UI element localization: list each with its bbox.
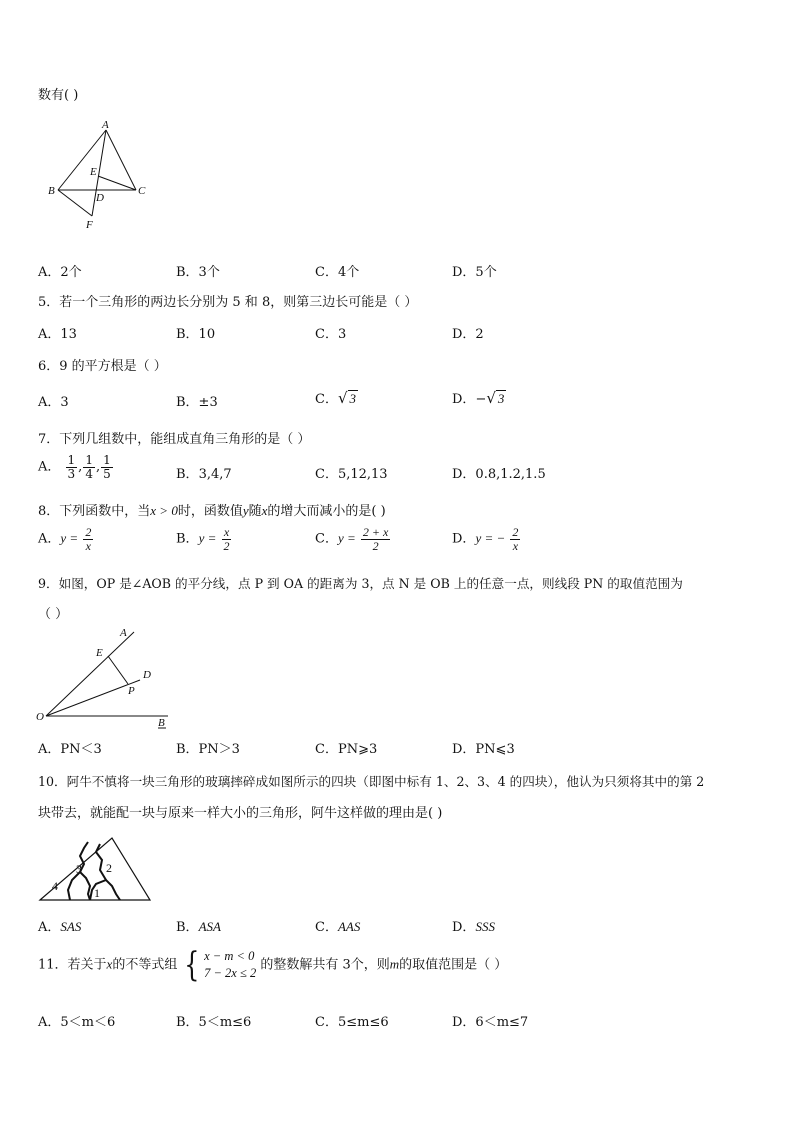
- q10-option-a: [38, 916, 81, 935]
- q9-option-c: C．PN⩾3: [315, 742, 378, 757]
- q11-stem: [38, 945, 508, 985]
- q11-option-a: A．5＜m＜6: [38, 1015, 116, 1030]
- q10-option-c-label: C．: [315, 920, 338, 935]
- q8-option-c-lhs: y =: [337, 530, 356, 546]
- denominator: 2: [372, 538, 379, 553]
- q6-option-a: A．3: [38, 395, 69, 410]
- denominator: 2: [223, 538, 230, 553]
- sqrt-symbol: √: [337, 389, 348, 407]
- q10-option-a-label: A．: [38, 920, 61, 935]
- q8-option-a: [38, 526, 94, 552]
- q9-option-a: A．PN＜3: [38, 742, 102, 757]
- q10-option-d-label: D．: [452, 920, 476, 935]
- q4-label-d: D: [96, 192, 104, 204]
- q8-option-b-lhs: y =: [198, 530, 217, 546]
- q8-option-d-label: D．: [452, 531, 476, 547]
- q10-option-c-value: AAS: [337, 919, 361, 934]
- q4-label-e: E: [90, 166, 97, 178]
- q8-condition: x > 0: [150, 503, 178, 518]
- q4-label-f: F: [86, 219, 93, 231]
- q9-stem-paren: （ ）: [38, 607, 69, 622]
- q6-option-b: B．±3: [176, 395, 218, 410]
- q6-option-d: [452, 388, 506, 407]
- q11-option-c: C．5≤m≤6: [315, 1015, 389, 1030]
- q4-stem-tail: 数有( ): [38, 88, 79, 103]
- q5-option-b: B．10: [176, 327, 216, 342]
- q10-option-a-value: SAS: [60, 919, 82, 934]
- numerator: 2 + x: [362, 525, 389, 539]
- q11-var-m: m: [389, 956, 400, 972]
- q6-option-d-label: D．: [452, 392, 476, 407]
- q6-option-c-radicand: 3: [349, 391, 357, 406]
- q4-option-a: A．2个: [38, 265, 82, 280]
- numerator: 1: [67, 453, 76, 467]
- inequality-system: [181, 945, 257, 985]
- q8-stem: [38, 500, 386, 519]
- q5-option-d: D．2: [452, 327, 484, 342]
- q4-figure: [40, 118, 160, 232]
- q10-option-b-label: B．: [176, 920, 199, 935]
- q9-figure: [30, 622, 180, 734]
- fraction: [361, 526, 390, 552]
- q8-var-x: x: [261, 503, 268, 518]
- q10-stem-line2: 块带去，就能配一块与原来一样大小的三角形，阿牛这样做的理由是( ): [38, 806, 443, 821]
- q9-label-p: P: [128, 685, 135, 697]
- q10-option-d: [452, 916, 495, 935]
- q8-option-c-label: C．: [315, 531, 338, 547]
- fraction: [83, 454, 95, 480]
- q8-stem-part: 随: [248, 504, 262, 519]
- q10-stem-line1: 10．阿牛不慎将一块三角形的玻璃摔碎成如图所示的四块（即图中标有 1、2、3、4 的四块），他认为只须将其中的第 2: [38, 774, 705, 789]
- q6-option-c-label: C．: [315, 392, 338, 407]
- q10-label-4: 4: [52, 879, 58, 893]
- q9-label-e: E: [96, 647, 103, 659]
- q9-label-o: O: [36, 711, 44, 723]
- inequality-1: x − m < 0: [204, 949, 255, 964]
- q4-label-a: A: [102, 119, 109, 131]
- q11-option-d: D．6＜m≤7: [452, 1015, 529, 1030]
- numerator: 2: [512, 525, 519, 539]
- q10-figure: [36, 834, 156, 904]
- q8-var-y: y: [242, 503, 249, 518]
- q6-option-d-sign: −: [475, 392, 487, 407]
- q8-option-b-label: B．: [176, 531, 199, 547]
- fraction: [83, 526, 93, 552]
- fraction: [66, 454, 78, 480]
- q8-option-c: [315, 526, 391, 552]
- q8-stem-part: 8．下列函数中，当: [38, 504, 151, 519]
- q10-option-c: [315, 916, 360, 935]
- q7-option-c-label: C．: [315, 467, 338, 482]
- q7-stem: 7．下列几组数中，能组成直角三角形的是（ ）: [38, 432, 311, 447]
- q6-option-c: [315, 388, 358, 407]
- denominator: 5: [103, 466, 111, 481]
- q8-option-b: [176, 526, 233, 552]
- sqrt-symbol: √: [486, 389, 496, 407]
- q10-option-b: [176, 916, 221, 935]
- q9-label-b: B: [158, 717, 165, 729]
- q7-option-c-value: 5,12,13: [337, 467, 388, 482]
- denominator: 3: [67, 466, 76, 481]
- q7-option-b-value: 3,4,7: [198, 467, 232, 482]
- q9-stem: 9．如图，OP 是∠AOB 的平分线，点 P 到 OA 的距离为 3，点 N 是 OB 上的任意一点，则线段 PN 的取值范围为: [38, 576, 683, 591]
- q8-option-a-lhs: y =: [60, 530, 79, 546]
- denominator: 4: [85, 466, 93, 481]
- q10-label-1: 1: [94, 886, 100, 900]
- q5-option-c: C．3: [315, 327, 347, 342]
- q11-stem-part: 11．若关于: [38, 957, 107, 973]
- numerator: 2: [85, 525, 92, 539]
- denominator: x: [512, 538, 519, 553]
- q10-label-3: 3: [76, 862, 82, 876]
- q7-option-d: D．0.8,1.2,1.5: [452, 467, 546, 482]
- q8-stem-part: 时，函数值: [177, 504, 243, 519]
- q5-stem: 5．若一个三角形的两边长分别为 5 和 8，则第三边长可能是（ ）: [38, 295, 418, 310]
- inequality-rows: [204, 948, 256, 982]
- q6-stem: 6．9 的平方根是（ ）: [38, 359, 167, 374]
- q11-stem-part: 的整数解共有 3个，则: [260, 957, 390, 973]
- q8-option-d: [452, 526, 521, 552]
- q7-option-c: [315, 463, 388, 482]
- q6-option-d-radicand: 3: [497, 391, 505, 406]
- q9-label-a: A: [120, 627, 127, 639]
- numerator: 1: [103, 453, 111, 467]
- q10-option-d-value: SSS: [475, 919, 495, 934]
- q4-option-b: B．3个: [176, 265, 220, 280]
- q10-option-b-value: ASA: [198, 919, 221, 934]
- q4-label-c: C: [138, 185, 146, 197]
- q7-option-a-label: A．: [38, 459, 61, 475]
- q7-option-b: [176, 463, 232, 482]
- q9-option-b: B．PN＞3: [176, 742, 240, 757]
- left-brace: {: [184, 945, 200, 985]
- q11-var-x: x: [106, 956, 113, 972]
- q8-option-a-label: A．: [38, 531, 61, 547]
- numerator: x: [223, 525, 230, 539]
- numerator: 1: [85, 453, 93, 467]
- denominator: x: [85, 538, 91, 553]
- q11-stem-part: 的取值范围是（ ）: [399, 957, 508, 973]
- q4-label-b: B: [48, 185, 55, 197]
- q9-option-d: D．PN⩽3: [452, 742, 515, 757]
- q7-option-b-label: B．: [176, 467, 199, 482]
- q8-option-d-lhs: y = −: [475, 530, 506, 546]
- q4-option-c: C．4个: [315, 265, 360, 280]
- q4-option-d: D．5个: [452, 265, 497, 280]
- q10-label-2: 2: [106, 861, 112, 875]
- q11-stem-part: 的不等式组: [112, 957, 178, 973]
- q11-option-b: B．5＜m≤6: [176, 1015, 252, 1030]
- q8-stem-part: 的增大而减小的是( ): [267, 504, 386, 519]
- q7-option-a: A． $\frac{1}{3}$ , $\frac{1}{4}$ , $\frac{1}{5}$: [38, 453, 111, 481]
- inequality-2: 7 − 2x ≤ 2: [204, 966, 257, 980]
- fraction: [222, 526, 232, 552]
- fraction: [101, 454, 113, 480]
- q5-option-a: A．13: [38, 327, 77, 342]
- q9-label-d: D: [143, 669, 151, 681]
- fraction: [510, 526, 520, 552]
